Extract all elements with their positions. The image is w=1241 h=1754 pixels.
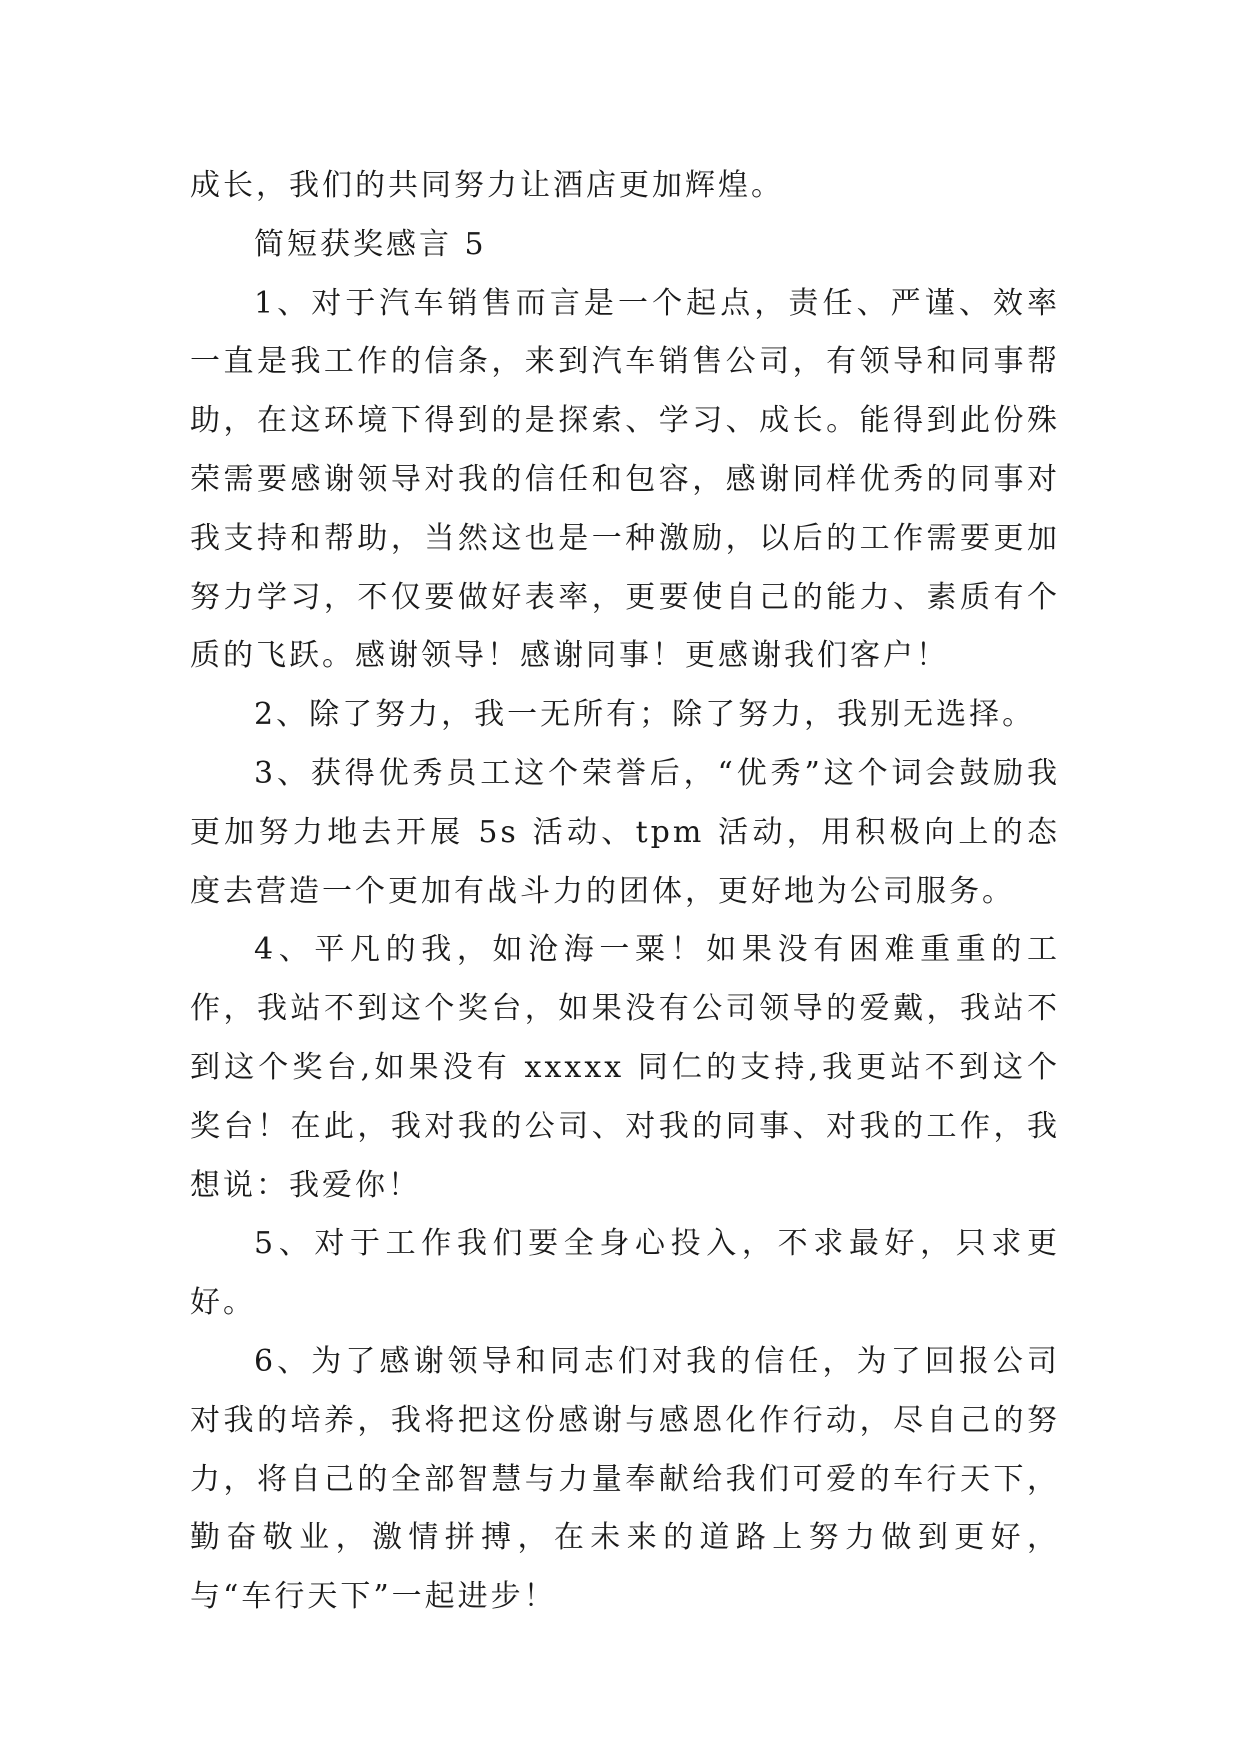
paragraph-item-2: 2、除了努力，我一无所有；除了努力，我别无选择。 [254,697,1036,733]
document-body [190,157,1060,1627]
paragraph-item-5: 5、对于工作我们要全身心投入，不求最好，只求更好。 [190,1226,1060,1321]
section-heading: 简短获奖感言 5 [254,226,487,262]
paragraph-item-6: 6、为了感谢领导和同志们对我的信任，为了回报公司对我的培养，我将把这份感谢与感恩化作行动，尽自己的努力，将自己的全部智慧与力量奉献给我们可爱的车行天下，勤奋敬业，激情拼搏，在未来的道路上努力做到更好，与“车行天下”一起进步！ [190,1343,1060,1615]
paragraph-item-3: 3、获得优秀员工这个荣誉后，“优秀”这个词会鼓励我更加努力地去开展 5s 活动、tpm 活动，用积极向上的态度去营造一个更加有战斗力的团体，更好地为公司服务。 [190,755,1060,909]
paragraph-item-4: 4、平凡的我，如沧海一粟！如果没有困难重重的工作，我站不到这个奖台，如果没有公司领导的爱戴，我站不到这个奖台,如果没有 xxxxx 同仁的支持,我更站不到这个奖台！在此，我对我的公司、对我的同事、对我的工作，我想说：我爱你！ [190,932,1060,1203]
paragraph-item-1: 1、对于汽车销售而言是一个起点，责任、严谨、效率一直是我工作的信条，来到汽车销售公司，有领导和同事帮助，在这环境下得到的是探索、学习、成长。能得到此份殊荣需要感谢领导对我的信任和包容，感谢同样优秀的同事对我支持和帮助，当然这也是一种激励，以后的工作需要更加努力学习，不仅要做好表率，更要使自己的能力、素质有个质的飞跃。感谢领导！感谢同事！更感谢我们客户！ [190,285,1060,674]
paragraph-continuation: 成长，我们的共同努力让酒店更加辉煌。 [190,168,784,203]
